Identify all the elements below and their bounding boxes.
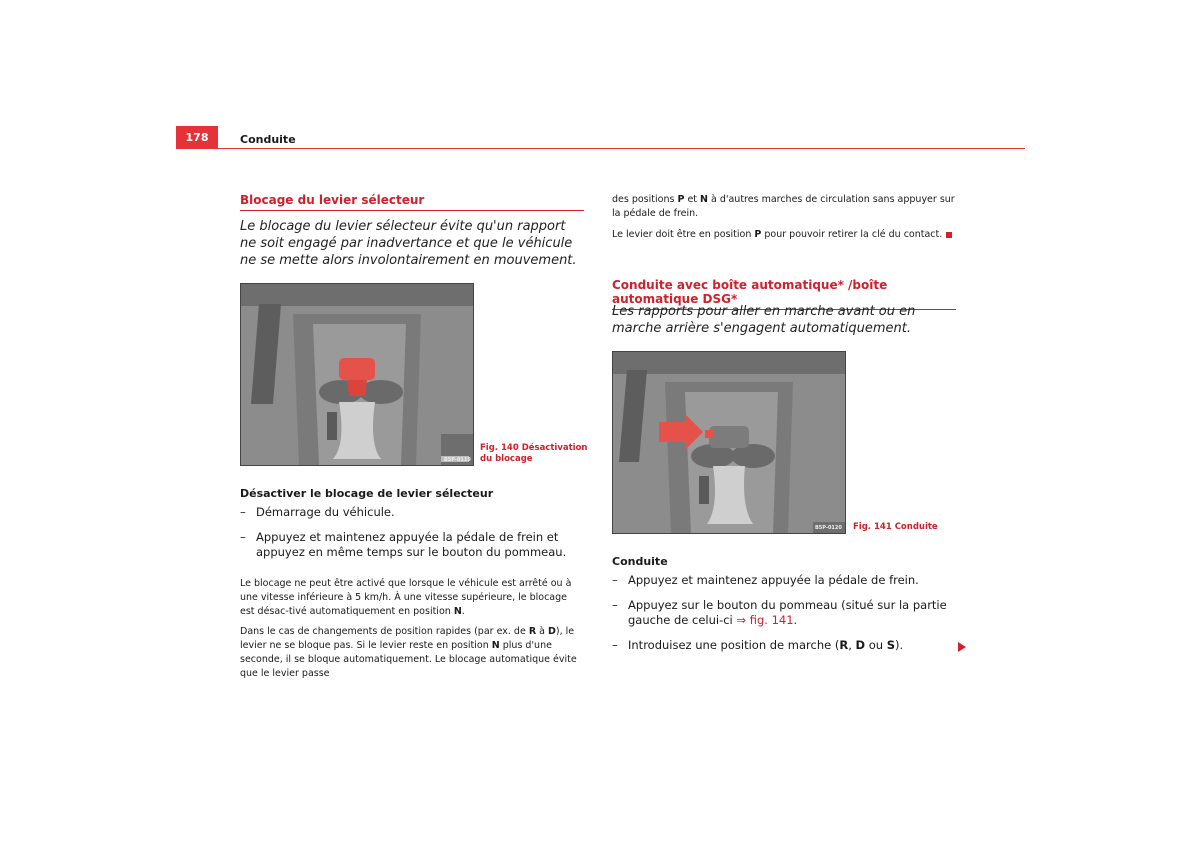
paragraph-continued: des positions P et N à d'autres marches de circulation sans appuyer sur la pédale de frein.: [612, 194, 955, 219]
page-number: 178: [176, 126, 218, 148]
figure-141-image: [612, 351, 846, 534]
paragraph-key-note: Le levier doit être en position P pour pouvoir retirer la clé du contact.: [612, 228, 956, 242]
end-of-section-icon: [946, 232, 952, 238]
figure-reference-link[interactable]: ⇒ fig. 141: [736, 613, 794, 627]
figure-141-caption: Fig. 141 Conduite: [853, 522, 938, 532]
section-intro: Le blocage du levier sélecteur évite qu'un rapport ne soit engagé par inadvertance et que le véhicule ne se mette alors involontairement en mouvement.: [240, 219, 577, 268]
figure-140-caption: Fig. 140 Désactivation du blocage: [480, 443, 588, 464]
section-heading-lever-lock: Blocage du levier sélecteur: [240, 193, 584, 211]
step-item: – Appuyez et maintenez appuyée la pédale de frein et appuyez en même temps sur le bouton du pommeau.: [240, 530, 567, 559]
figure-code: B5P-0119: [444, 457, 471, 463]
figure-140-image: [240, 283, 474, 466]
step-item: – Démarrage du véhicule.: [240, 505, 395, 519]
subheading-deactivate: Désactiver le blocage de levier sélecteur: [240, 487, 494, 500]
step-item: – Appuyez sur le bouton du pommeau (situé sur la partie gauche de celui-ci ⇒ fig. 141.: [612, 598, 947, 627]
continue-arrow-icon: [958, 642, 966, 652]
step-item: – Introduisez une position de marche (R, D ou S).: [612, 638, 904, 652]
section-intro: Les rapports pour aller en marche avant ou en marche arrière s'engagent automatiquement.: [612, 304, 916, 336]
paragraph-lock-activation: Le blocage ne peut être activé que lorsque le véhicule est arrêté ou à une vitesse inférieure à 5 km/h. À une vitesse supérieure, le blocage est désac-tivé automatiquement en position N.: [240, 578, 572, 617]
subheading-driving: Conduite: [612, 555, 668, 568]
chapter-title: Conduite: [240, 133, 296, 146]
section-heading-automatic: Conduite avec boîte automatique* /boîte automatique DSG*: [612, 278, 956, 310]
header-rule: [176, 148, 1025, 149]
figure-code: B5P-0120: [815, 525, 842, 531]
paragraph-quick-change: Dans le cas de changements de position rapides (par ex. de R à D), le levier ne se bloque pas. Si le levier reste en position N plus d'une seconde, il se bloque automatiquement. Le blocage automatique évite que le levier passe: [240, 626, 577, 679]
step-item: – Appuyez et maintenez appuyée la pédale de frein.: [612, 573, 919, 587]
